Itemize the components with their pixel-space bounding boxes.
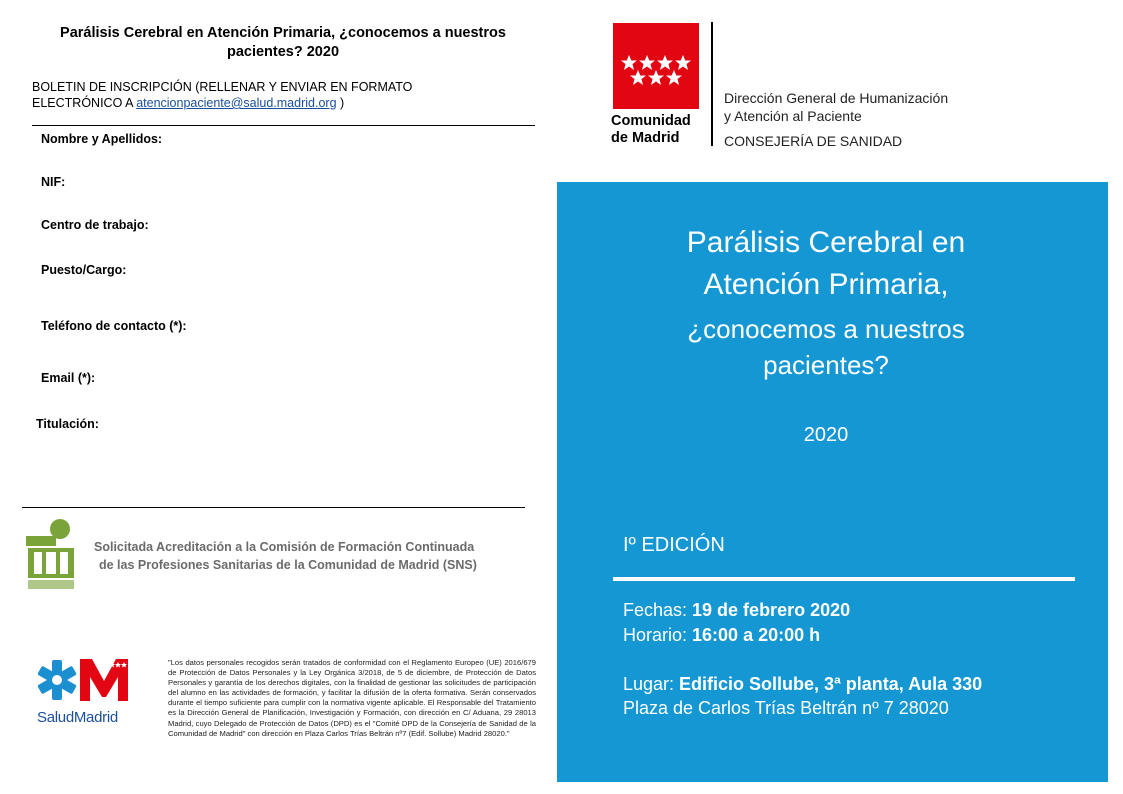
edition-label: Iº EDICIÓN xyxy=(623,534,725,556)
workplace-label: Centro de trabajo: xyxy=(41,218,149,232)
degree-label: Titulación: xyxy=(36,417,99,431)
email-label: Email (*): xyxy=(41,371,96,385)
accreditation-line2: de las Profesiones Sanitarias de la Comunidad de Madrid (SNS) xyxy=(99,558,477,572)
place-label: Lugar: xyxy=(623,674,680,694)
cm-name-line2: de Madrid xyxy=(611,130,680,146)
time-label: Horario: xyxy=(623,625,693,645)
form-title xyxy=(28,24,538,62)
form-top-divider xyxy=(32,125,535,126)
time-row xyxy=(623,625,820,646)
place-row xyxy=(623,674,982,695)
name-label: Nombre y Apellidos: xyxy=(41,132,163,146)
cm-name-line1: Comunidad xyxy=(611,113,691,129)
event-subtitle-line1: ¿conocemos a nuestros xyxy=(687,314,965,344)
nif-label: NIF: xyxy=(41,175,66,189)
event-title-line1: Parálisis Cerebral en xyxy=(686,226,966,259)
intro-line2 xyxy=(32,95,502,111)
dates-value: 19 de febrero 2020 xyxy=(692,600,851,620)
phone-label: Teléfono de contacto (*): xyxy=(41,319,187,333)
intro-prefix: ELECTRÓNICO A xyxy=(32,96,137,110)
directorate-text xyxy=(724,89,948,150)
accreditation-logo-icon xyxy=(24,518,78,592)
edition-divider xyxy=(613,577,1075,581)
accreditation-line1: Solicitada Acreditación a la Comisión de Formación Continuada xyxy=(94,540,475,554)
event-year: 2020 xyxy=(803,424,849,446)
comunidad-madrid-flag-icon xyxy=(613,23,699,109)
registration-intro xyxy=(32,79,502,111)
address-row: Plaza de Carlos Trías Beltrán nº 7 28020 xyxy=(623,698,949,718)
legal-notice: "Los datos personales recogidos serán tratados de conformidad con el Reglamento Europeo (UE) 2016/679 de Protección de Datos Personales y la Ley Orgánica 3/2018, de 5 de diciembre, de Protección de Datos Personales y garantía de los derechos digitales, con la finalidad de gestionar las solicitudes de participación del alumno en las actividades de formación, y facilitar la difusión de la oferta formativa. Serán conservados durante el tiempo suficiente para cumplir con la normativa vigente aplicable. El Responsable del Tratamiento es la Dirección General de Planificación, Investigación y Formación, con dirección en C/ Aduana, 29 28013 Madrid, cuyo Delegado de Protección de Datos (DPD) es el "Comité DPD de la Consejería de Sanidad de la Comunidad de Madrid" con dirección en Plaza Carlos Trías Beltrán nº7 (Edif. Sollube) Madrid 28020." xyxy=(168,658,536,738)
comunidad-madrid-name xyxy=(611,113,691,147)
form-title-line2: pacientes? 2020 xyxy=(226,44,340,60)
accreditation-text xyxy=(94,538,546,574)
place-value: Edificio Sollube, 3ª planta, Aula 330 xyxy=(679,674,983,694)
consejeria-label: CONSEJERÍA DE SANIDAD xyxy=(724,133,903,149)
form-title-line1: Parálisis Cerebral en Atención Primaria, ¿conocemos a nuestros xyxy=(60,25,506,41)
form-bottom-divider xyxy=(22,507,525,508)
dates-row xyxy=(623,600,850,621)
dg-line2: y Atención al Paciente xyxy=(724,108,862,124)
event-subtitle xyxy=(600,311,1052,383)
intro-suffix: ) xyxy=(336,96,345,110)
dg-line1: Dirección General de Humanización xyxy=(724,90,949,106)
dates-label: Fechas: xyxy=(623,600,693,620)
header-separator xyxy=(711,22,713,146)
event-title-line2: Atención Primaria, xyxy=(703,268,949,301)
intro-line1: BOLETIN DE INSCRIPCIÓN (RELLENAR Y ENVIAR EN FORMATO xyxy=(32,80,413,94)
email-link[interactable]: atencionpaciente@salud.madrid.org xyxy=(136,96,337,110)
salud-madrid-name: SaludMadrid xyxy=(37,709,118,726)
position-label: Puesto/Cargo: xyxy=(41,263,127,277)
event-title xyxy=(600,222,1052,306)
event-subtitle-line2: pacientes? xyxy=(763,350,889,380)
time-value: 16:00 a 20:00 h xyxy=(692,625,821,645)
